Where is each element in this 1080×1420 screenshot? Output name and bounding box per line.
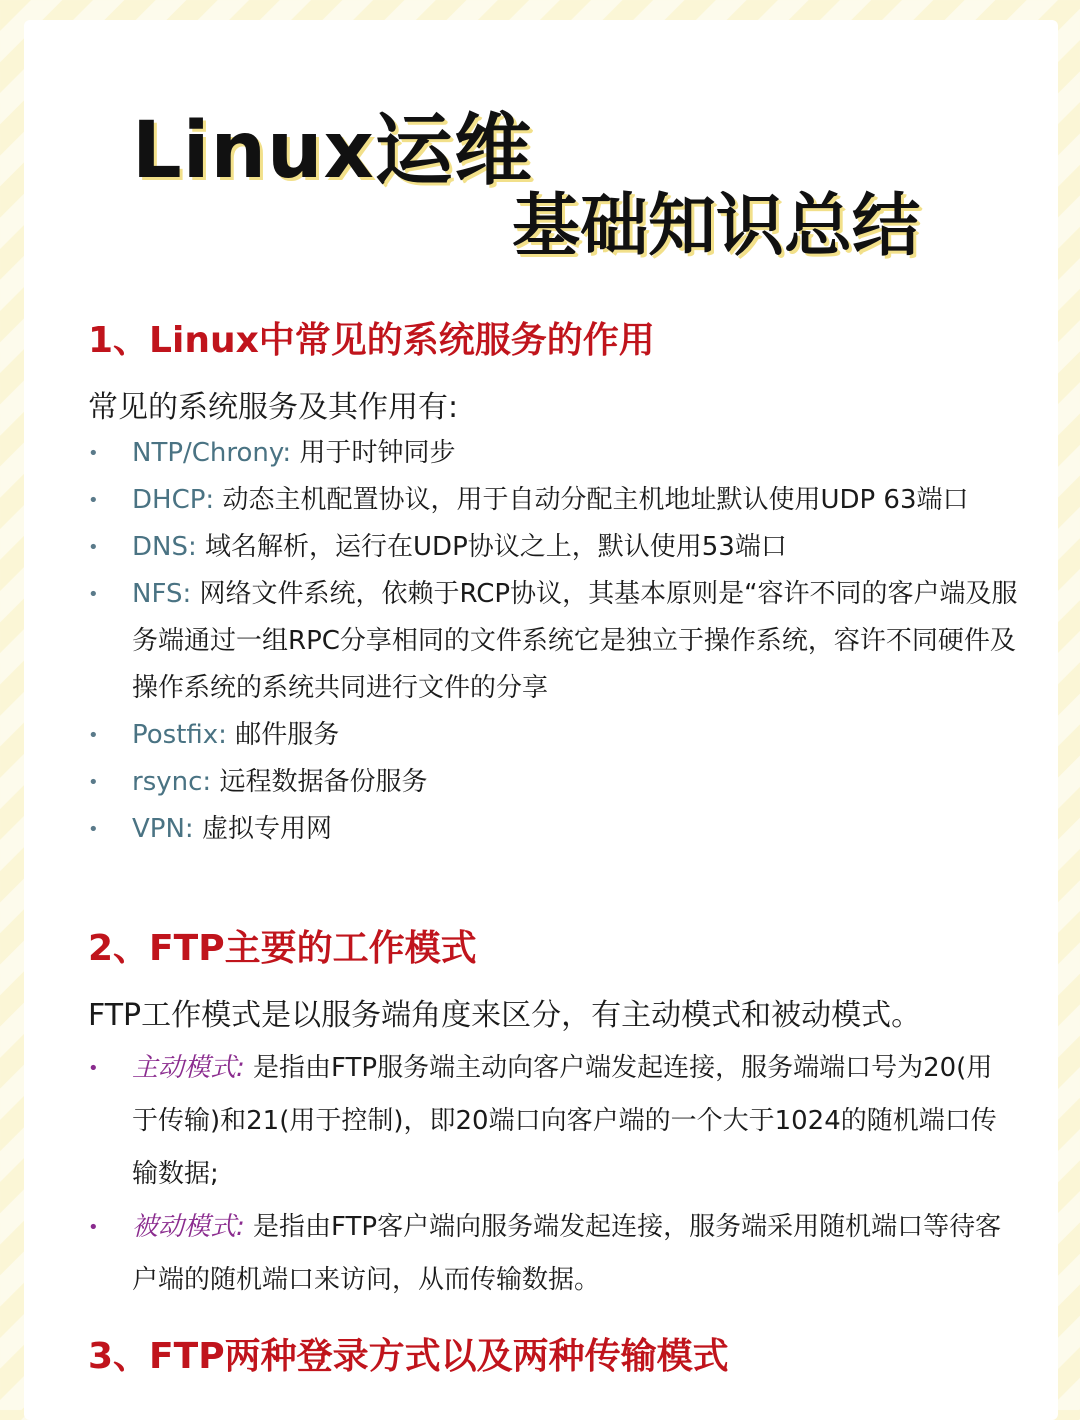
term-separator: :	[182, 579, 192, 609]
bullet-icon: •	[88, 725, 99, 746]
service-term: rsync	[132, 767, 203, 797]
section-1-intro: 常见的系统服务及其作用有:	[88, 390, 459, 425]
list-item-vpn	[88, 806, 1018, 853]
term-separator: :	[218, 720, 227, 750]
bullet-icon: •	[88, 537, 99, 558]
bullet-icon: •	[88, 490, 99, 511]
mode-description: 是指由FTP客户端向服务端发起连接，服务端采用随机端口等待客户端的随机端口来访问，从而传输数据。	[132, 1212, 1002, 1295]
bullet-icon: •	[88, 1058, 99, 1079]
ftp-modes-list	[88, 1042, 1018, 1307]
section-2-intro: FTP工作模式是以服务端角度来区分，有主动模式和被动模式。	[88, 998, 922, 1033]
service-description: 域名解析，运行在UDP协议之上，默认使用53端口	[205, 532, 787, 562]
term-separator: :	[205, 485, 215, 515]
section-1-heading: 1、Linux中常见的系统服务的作用	[88, 320, 655, 361]
bullet-icon: •	[88, 772, 99, 793]
service-description: 动态主机配置协议，用于自动分配主机地址默认使用UDP 63端口	[222, 485, 969, 515]
service-term: VPN	[132, 814, 185, 844]
mode-term: 被动模式:	[132, 1212, 245, 1242]
section-3-heading: 3、FTP两种登录方式以及两种传输模式	[88, 1336, 729, 1377]
service-term: DNS	[132, 532, 188, 562]
title-line-1: Linux运维	[132, 106, 533, 196]
service-description: 用于时钟同步	[299, 438, 456, 468]
list-item-active-mode	[88, 1042, 1018, 1201]
service-term: Postfix	[132, 720, 219, 750]
mode-term: 主动模式:	[132, 1053, 245, 1083]
bullet-icon: •	[88, 584, 99, 605]
section-2-heading: 2、FTP主要的工作模式	[88, 928, 477, 969]
mode-description: 是指由FTP服务端主动向客户端发起连接，服务端端口号为20(用于传输)和21(用于控制)，即20端口向客户端的一个大于1024的随机端口传输数据;	[132, 1053, 997, 1189]
bullet-icon: •	[88, 1217, 99, 1238]
service-description: 网络文件系统，依赖于RCP协议，其基本原则是“容许不同的客户端及服务端通过一组RPC分享相同的文件系统它是独立于操作系统，容许不同硬件及操作系统的系统共同进行文件的分享	[132, 579, 1018, 703]
list-item-passive-mode	[88, 1201, 1018, 1307]
term-separator: :	[282, 438, 292, 468]
list-item-ntp	[88, 430, 1018, 477]
term-separator: :	[187, 532, 197, 562]
list-item-nfs	[88, 571, 1018, 712]
service-description: 虚拟专用网	[201, 814, 332, 844]
service-description: 远程数据备份服务	[219, 767, 428, 797]
service-term: NTP/Chrony	[132, 438, 283, 468]
services-list	[88, 430, 1018, 853]
list-item-postfix	[88, 712, 1018, 759]
term-separator: :	[202, 767, 212, 797]
service-description: 邮件服务	[235, 720, 340, 750]
service-term: DHCP	[132, 485, 206, 515]
list-item-rsync	[88, 759, 1018, 806]
bullet-icon: •	[88, 443, 99, 464]
title-line-2: 基础知识总结	[512, 187, 921, 266]
bullet-icon: •	[88, 819, 99, 840]
list-item-dns	[88, 524, 1018, 571]
term-separator: :	[184, 814, 194, 844]
list-item-dhcp	[88, 477, 1018, 524]
service-term: NFS	[132, 579, 183, 609]
